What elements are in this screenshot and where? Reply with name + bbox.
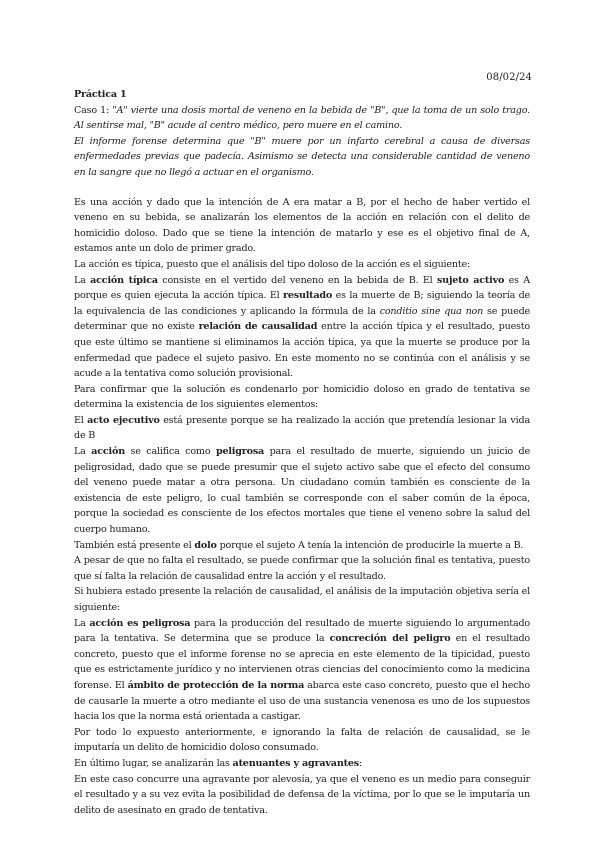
paragraph-analysis: La acción típica consiste en el vertido del veneno en la bebida de B. El sujeto activo es A porque es quien ejecuta la acción típica. El resultado es la muerte de B; siguiendo la teoría de la equivalencia de las condiciones y aplicando la fórmula de la conditio sine qua non se puede determinar que no existe relación de causalidad entre la acción típica y el resultado, puesto que este último se mantiene si eliminamos la acción típica, ya que la muerte se produce por la enfermedad que padece el sujeto pasivo. En este momento no se continúa con el análisis y se acude a la tentativa como solución provisional. [74,274,530,380]
paragraph-tentativa: Para confirmar que la solución es condenarlo por homicidio doloso en grado de tentativa se determina la existencia de los siguientes elementos: [74,383,530,411]
term-resultado: resultado [283,290,333,302]
term-sujeto-activo: sujeto activo [436,274,505,286]
document-title: Práctica 1 [74,89,127,100]
term-relacion-causalidad: relación de causalidad [198,321,318,333]
case-label: Caso 1: [74,104,113,116]
paragraph-agravante: En este caso concurre una agravante por alevosía, ya que el veneno es un medio para conseguir el resultado y a su vez evita la posibilidad de defensa de la víctima, por lo que se le imputaría un delito de asesinato en grado de tentativa. [74,773,530,816]
paragraph-acto-ejecutivo: El acto ejecutivo está presente porque se ha realizado la acción que pretendía lesionar la vida de B [74,414,530,442]
paragraph-imputacion-intro: Si hubiera estado presente la relación de causalidad, el análisis de la imputación objetiva sería el siguiente: [74,586,530,613]
term-peligrosa: peligrosa [215,446,265,458]
paragraph-accion-peligrosa: La acción se califica como peligrosa para el resultado de muerte, siguiendo un juicio de peligrosidad, dado que se puede presumir que el sujeto activo sabe que el efecto del consumo del veneno puede matar a otra persona. Un ciudadano común también es consciente de la existencia de este peligro, lo cual también se corresponde con el saber común de la época, porque la sociedad es consciente de los efectos mortales que tiene el veneno sobre la salud del cuerpo humano. [74,446,530,536]
paragraph-imputacion: La acción es peligrosa para la producción del resultado de muerte siguiendo lo argumentado para la tentativa. Se determina que se produce la concreción del peligro en el resultado concreto, puesto que el informe forense no se aprecia en este elemento de la tipicidad, puesto que es estrictamente jurídico y no intervienen otras ciencias del conocimiento como la medicina forense. El ámbito de protección de la norma abarca este caso concreto, puesto que el hecho de causarle la muerte a otro mediante el uso de una sustancia venenosa es uno de los supuestos hacia los que la norma está orientada a castigar. [74,617,530,723]
paragraph-typical-action: La acción es típica, puesto que el análisis del tipo doloso de la acción es el siguiente: [74,258,471,270]
case-text-1: "A" vierte una dosis mortal de veneno en la bebida de "B", que la toma de un solo trago. Al sentirse mal, "B" acude al centro médico, pero muere en el camino. [74,104,530,132]
document-date: 08/02/24 [486,72,532,83]
term-ambito-proteccion: ámbito de protección de la norma [127,679,305,691]
paragraph-intro: Es una acción y dado que la intención de A era matar a B, por el hecho de haber vertido el veneno en su bebida, se analizarán los elementos de la acción en relación con el delito de homicidio doloso. Dado que se tiene la intención de matarlo y ese es el objetivo final de A, estamos ante un dolo de primer grado. [74,196,530,255]
document-body [74,87,530,818]
case-statement [74,103,530,134]
paragraph-conclusion: Por todo lo expuesto anteriormente, e ignorando la falta de relación de causalidad, se le imputaría un delito de homicidio doloso consumado. [74,726,530,754]
paragraph-atenuantes: En último lugar, se analizarán las atenuantes y agravantes: [74,757,362,769]
term-dolo: dolo [194,539,217,551]
case-text-2: El informe forense determina que "B" muere por un infarto cerebral a causa de diversas enfermedades previas que padecía. Asimismo se detecta una considerable cantidad de veneno en la sangre que no llegó a actuar en el organismo. [74,135,530,178]
term-accion-es-peligrosa: acción es peligrosa [89,617,191,629]
term-accion-tipica: acción típica [90,274,158,286]
paragraph-dolo: También está presente el dolo porque el sujeto A tenía la intención de producirle la muerte a B. [74,539,524,551]
term-concrecion-peligro: concreción del peligro [329,633,451,645]
term-accion: acción [91,446,125,458]
term-conditio: conditio sine qua non [379,305,484,317]
term-atenuantes-agravantes: atenuantes y agravantes [232,757,359,769]
paragraph-resultado: A pesar de que no falta el resultado, se puede confirmar que la solución final es tentativa, puesto que sí falta la relación de causalidad entre la acción y el resultado. [74,555,530,582]
term-acto-ejecutivo: acto ejecutivo [87,414,160,426]
paragraph-gap [74,181,530,195]
